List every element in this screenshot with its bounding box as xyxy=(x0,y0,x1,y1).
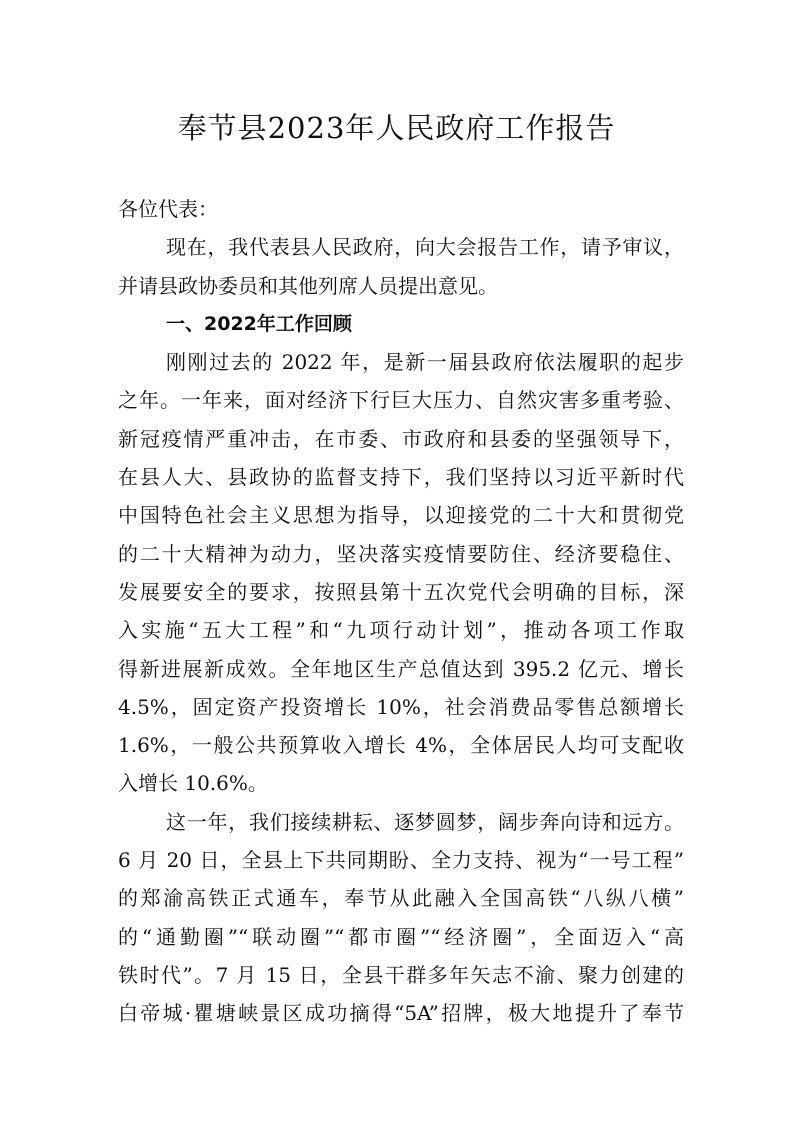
paragraph-line: 6 月 20 日，全县上下共同期盼、全力支持、视为“一号工程” xyxy=(118,848,684,873)
paragraph-line: 中国特色社会主义思想为指导，以迎接党的二十大和贯彻党 xyxy=(118,503,684,528)
paragraph-line: 的二十大精神为动力，坚决落实疫情要防住、经济要稳住、 xyxy=(118,541,684,566)
paragraph-line: 刚刚过去的 2022 年，是新一届县政府依法履职的起步 xyxy=(166,350,684,375)
section-heading: 一、2022年工作回顾 xyxy=(166,312,352,335)
paragraph-line: 之年。一年来，面对经济下行巨大压力、自然灾害多重考验、 xyxy=(118,388,684,413)
paragraph-line: 这一年，我们接续耕耘、逐梦圆梦，阔步奔向诗和远方。 xyxy=(166,809,684,834)
salutation: 各位代表： xyxy=(118,197,218,221)
paragraph-line: 新冠疫情严重冲击，在市委、市政府和县委的坚强领导下， xyxy=(118,426,684,451)
intro-line: 并请县政协委员和其他列席人员提出意见。 xyxy=(118,273,498,298)
paragraph-line: 1.6%，一般公共预算收入增长 4%，全体居民人均可支配收 xyxy=(118,733,684,758)
paragraph-line: 的“通勤圈”“联动圈”“都市圈”“经济圈”，全面迈入“高 xyxy=(118,924,684,949)
paragraph-line: 白帝城·瞿塘峡景区成功摘得“5A”招牌，极大地提升了奉节 xyxy=(118,1001,684,1026)
paragraph-line: 铁时代”。7 月 15 日，全县干群多年矢志不渝、聚力创建的 xyxy=(118,962,684,987)
paragraph-line: 4.5%，固定资产投资增长 10%，社会消费品零售总额增长 xyxy=(118,694,684,719)
paragraph-line: 得新进展新成效。全年地区生产总值达到 395.2 亿元、增长 xyxy=(118,656,684,681)
paragraph-line: 的郑渝高铁正式通车，奉节从此融入全国高铁“八纵八横” xyxy=(118,886,684,911)
paragraph-1 xyxy=(118,343,684,803)
paragraph-line: 在县人大、县政协的监督支持下，我们坚持以习近平新时代 xyxy=(118,465,684,490)
page-title: 奉节县2023年人民政府工作报告 xyxy=(177,111,616,145)
intro-line: 现在，我代表县人民政府，向大会报告工作，请予审议， xyxy=(166,235,684,260)
paragraph-line: 发展要安全的要求，按照县第十五次党代会明确的目标，深 xyxy=(118,579,684,604)
paragraph-line: 入增长 10.6%。 xyxy=(118,771,268,796)
paragraph-2 xyxy=(118,803,684,1033)
document-body xyxy=(118,190,684,1033)
paragraph-line: 入实施“五大工程”和“九项行动计划”，推动各项工作取 xyxy=(118,618,684,643)
